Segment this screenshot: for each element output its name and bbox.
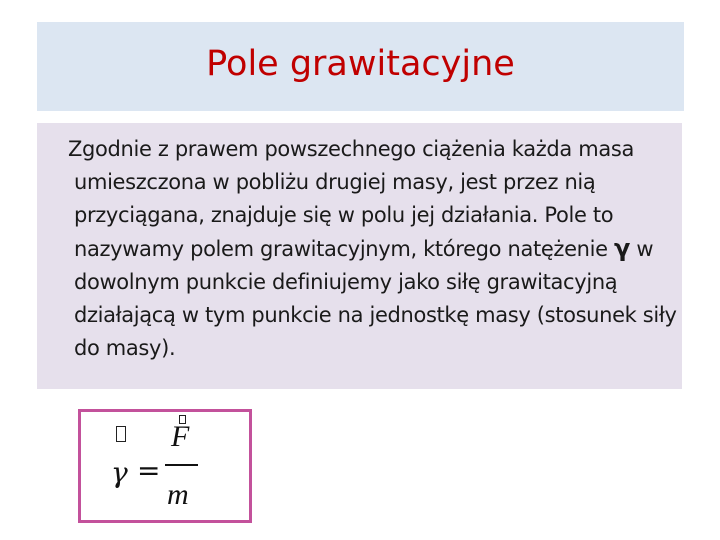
fraction-bar [165, 464, 198, 466]
formula-numerator: F [171, 420, 190, 453]
body-text-part1: Zgodnie z prawem powszechnego ciążenia każda masa umieszczona w pobliżu drugiej masy, jest przez nią przyciągana, znajduje się w polu jej działania. Pole to nazywamy polem grawitacyjnym, którego natężenie [68, 137, 634, 261]
formula-denominator: m [167, 478, 189, 511]
body-paragraph [68, 133, 679, 365]
vector-arrow-placeholder-icon [116, 426, 126, 442]
body-text-box [37, 123, 682, 389]
formula-lhs: γ [111, 456, 128, 489]
slide-title: Pole grawitacyjne [206, 43, 515, 84]
formula-equals: = [137, 454, 161, 487]
body-text-part2: w dowolnym punkcie definiujemy jako siłę grawitacyjną działającą w tym punkcie na jednostkę masy (stosunek siły do masy). [74, 237, 677, 360]
title-bar [37, 22, 684, 111]
formula-box [78, 409, 252, 523]
gamma-symbol: γ [614, 234, 630, 262]
